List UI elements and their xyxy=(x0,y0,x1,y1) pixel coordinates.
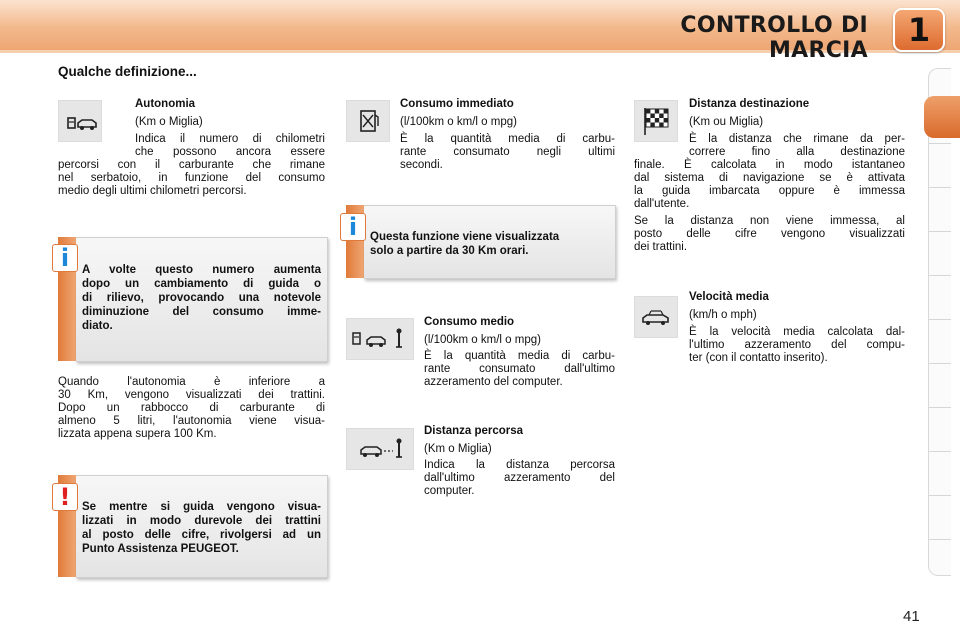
note-text-line: Questa funzione viene visualizzata xyxy=(370,231,560,243)
chapter-tab[interactable] xyxy=(929,319,951,320)
block-unit: (Km ou Miglia) xyxy=(689,116,764,128)
car-average-consumption-icon xyxy=(346,318,414,360)
car-speed-icon xyxy=(634,296,678,338)
chapter-tab[interactable] xyxy=(929,275,951,276)
block-text-line: Indica il numero di chilometri xyxy=(135,133,325,145)
warning-text-line: lizzati in modo durevole dei trattini xyxy=(82,515,321,527)
chapter-tab[interactable] xyxy=(929,363,951,364)
block-text-line: Se la distanza non viene immessa, al xyxy=(634,215,905,227)
chapter-tab[interactable] xyxy=(929,539,951,540)
block-text-line: l'ultimo azzeramento del compu- xyxy=(689,339,905,351)
block-unit: (l/100km o km/l o mpg) xyxy=(400,116,517,128)
note-text-line: diato. xyxy=(82,320,113,332)
block-text-line: azzeramento del computer. xyxy=(424,376,563,388)
warning-icon: ! xyxy=(52,483,78,511)
chapter-tab-strip xyxy=(928,68,951,576)
section-title: Qualche definizione... xyxy=(58,64,197,79)
block-text-line: È la distanza che rimane da per- xyxy=(689,133,905,145)
note-text-line: dopo un cambiamento di guida o xyxy=(82,278,321,290)
block-text-line: posto delle cifre vengono visualizzati xyxy=(634,228,905,240)
chapter-tab[interactable] xyxy=(929,231,951,232)
block-text-line: che possono ancora essere xyxy=(135,146,325,158)
block-title: Velocità media xyxy=(689,291,769,303)
block-text-line: rante consumato negli ultimi xyxy=(400,146,615,158)
paragraph-line: almeno 5 litri, l'autonomia viene visua- xyxy=(58,415,325,427)
block-text-line: correre fino alla destinazione xyxy=(689,146,905,158)
block-text-line: finale. È calcolata in modo istantaneo xyxy=(634,159,905,171)
block-text-line: È la quantità media di carbu- xyxy=(400,133,615,145)
block-text-line: Indica la distanza percorsa xyxy=(424,459,615,471)
block-text-line: computer. xyxy=(424,485,475,497)
block-unit: (Km o Miglia) xyxy=(424,443,492,455)
info-icon: i xyxy=(340,213,366,241)
block-text-line: rante consumato dall'ultimo xyxy=(424,363,615,375)
checkered-flag-icon xyxy=(634,100,678,142)
block-text-line: dal sistema di navigazione se è attivata xyxy=(634,172,905,184)
block-text-line: dall'utente. xyxy=(634,198,690,210)
chapter-title: CONTROLLO DI MARCIA xyxy=(680,13,868,63)
note-text-line: A volte questo numero aumenta xyxy=(82,264,321,276)
block-text-line: dei trattini. xyxy=(634,241,688,253)
block-title: Consumo medio xyxy=(424,316,515,328)
block-title: Distanza percorsa xyxy=(424,425,524,437)
chapter-tab[interactable] xyxy=(929,451,951,452)
warning-text-line: al posto delle cifre, rivolgersi ad un xyxy=(82,529,321,541)
car-distance-icon xyxy=(346,428,414,470)
paragraph-line: lizzata appena supera 100 Km. xyxy=(58,428,217,440)
fuel-pump-icon xyxy=(346,100,390,142)
paragraph-line: Dopo un rabbocco di carburante di xyxy=(58,402,325,414)
block-text-line: È la quantità media di carbu- xyxy=(424,350,615,362)
chapter-tab[interactable] xyxy=(929,407,951,408)
block-text-line: medio degli ultimi chilometri percorsi. xyxy=(58,185,247,197)
block-title: Consumo immediato xyxy=(400,98,514,110)
paragraph-line: 30 Km, vengono visualizzati dei trattini. xyxy=(58,389,325,401)
info-icon: i xyxy=(52,244,78,272)
block-text-line: percorsi con il carburante che rimane xyxy=(58,159,325,171)
block-title: Distanza destinazione xyxy=(689,98,810,110)
block-unit: (Km o Miglia) xyxy=(135,116,203,128)
block-text-line: la guida imbarcata oppure è immessa xyxy=(634,185,905,197)
chapter-number-badge: 1 xyxy=(893,8,945,52)
chapter-tab[interactable] xyxy=(929,143,951,144)
block-unit: (km/h o mph) xyxy=(689,309,757,321)
note-text-line: di rilievo, provocando una notevole xyxy=(82,292,321,304)
block-text-line: dall'ultimo azzeramento del xyxy=(424,472,615,484)
block-text-line: secondi. xyxy=(400,159,443,171)
note-text-line: solo a partire da 30 Km orari. xyxy=(370,245,529,257)
chapter-tab[interactable] xyxy=(929,187,951,188)
note-text-line: diminuzione del consumo imme- xyxy=(82,306,321,318)
block-title: Autonomia xyxy=(135,98,196,110)
paragraph-line: Quando l'autonomia è inferiore a xyxy=(58,376,325,388)
car-fuel-range-icon xyxy=(58,100,102,142)
warning-text-line: Se mentre si guida vengono visua- xyxy=(82,501,321,513)
block-unit: (l/100km o km/l o mpg) xyxy=(424,334,541,346)
block-text-line: ter (con il contatto inserito). xyxy=(689,352,828,364)
block-text-line: nel serbatoio, in funzione del consumo xyxy=(58,172,325,184)
chapter-tab[interactable] xyxy=(929,495,951,496)
chapter-tab-active[interactable] xyxy=(924,96,960,138)
page-number: 41 xyxy=(903,608,920,625)
block-text-line: È la velocità media calcolata dal- xyxy=(689,326,905,338)
warning-text-line: Punto Assistenza PEUGEOT. xyxy=(82,543,239,555)
